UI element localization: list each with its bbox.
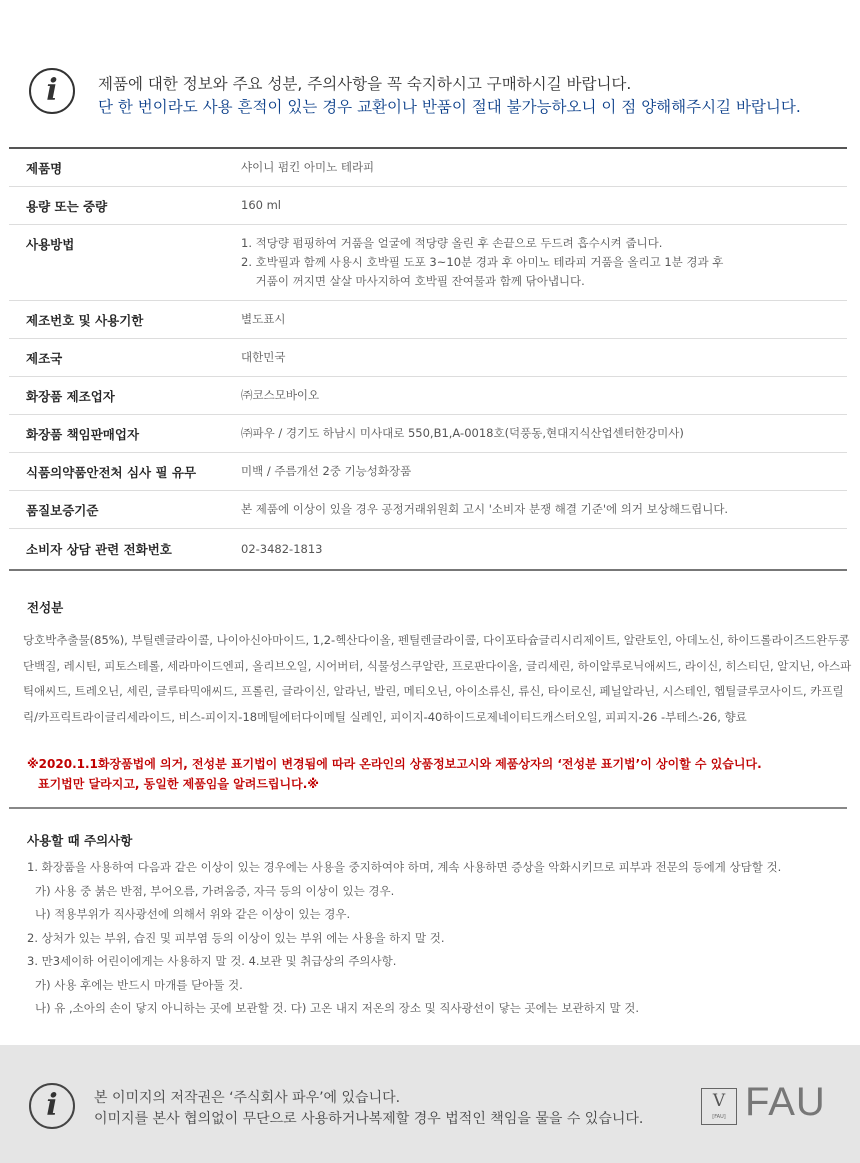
table-row: [9, 415, 847, 453]
row-label: 소비자 상담 관련 전화번호: [26, 542, 172, 557]
row-label: 화장품 제조업자: [26, 388, 115, 404]
caution-title: 사용할 때 주의사항: [27, 833, 133, 848]
logo-mark: V [FAU]: [701, 1088, 737, 1125]
row-label: 품질보증기준: [26, 502, 99, 518]
row-label: 사용방법: [26, 237, 75, 252]
notice-exchange-policy: 단 한 번이라도 사용 흔적이 있는 경우 교환이나 반품이 절대 불가능하오니 이 점 양해해주시길 바랍니다.: [98, 98, 801, 116]
notice-text: 제품에 대한 정보와 주요 성분, 주의사항을 꼭 숙지하시고 구매하시길 바랍니다.: [98, 75, 632, 93]
table-row: [9, 225, 847, 301]
product-info-table: [9, 147, 847, 571]
list-item: 가) 사용 후에는 반드시 마개를 닫아둘 것.: [35, 977, 243, 992]
ingredients-title: 전성분: [27, 600, 64, 615]
logo-text: FAU: [745, 1080, 826, 1124]
row-label: 식품의약품안전처 심사 필 유무: [26, 464, 197, 480]
table-row: [9, 149, 847, 187]
row-label: 제품명: [26, 160, 63, 176]
table-row: [9, 529, 847, 569]
list-item: 2. 상처가 있는 부위, 습진 및 피부염 등의 이상이 있는 부위 에는 사용을 하지 말 것.: [27, 930, 445, 945]
row-value: 샤이니 펌킨 아미노 테라피: [241, 160, 375, 174]
table-row: [9, 377, 847, 415]
row-value: 본 제품에 이상이 있을 경우 공정거래위원회 고시 '소비자 분쟁 해결 기준'에 의거 보상해드립니다.: [241, 502, 729, 516]
row-value: 1. 적당량 펌핑하여 거품을 얼굴에 적당량 올린 후 손끝으로 두드려 흡수시켜 줍니다. 2. 호박필과 함께 사용시 호박필 도포 3~10분 경과 후 아미노 테라피 거품을 올리고 1분 경과 후 거품이 꺼지면 살살 마사지하여 호박필 잔여물과 함께 닦아냅니다.: [241, 236, 724, 288]
copyright-text: 본 이미지의 저작권은 ‘주식회사 파우’에 있습니다.: [94, 1090, 401, 1106]
copyright-warning: 이미지를 본사 협의없이 무단으로 사용하거나복제할 경우 법적인 책임을 물을 수 있습니다.: [94, 1111, 644, 1127]
ingredient-label-warning: ※2020.1.1화장품법에 의거, 전성분 표기법이 변경됨에 따라 온라인의 상품정보고시와 제품상자의 ‘전성분 표기법’이 상이할 수 있습니다. 표기법만 달라지고, 동일한 제품임을 알려드립니다.※: [27, 757, 762, 791]
row-value: 02-3482-1813: [241, 541, 323, 556]
row-value: ㈜코스모바이오: [241, 388, 320, 402]
row-label: 제조국: [26, 350, 63, 366]
row-value: 160 ml: [241, 198, 282, 212]
table-row: [9, 301, 847, 339]
list-item: 가) 사용 중 붉은 반점, 부어오름, 가려움증, 자극 등의 이상이 있는 경우.: [35, 883, 395, 898]
table-row: [9, 339, 847, 377]
info-icon: i: [29, 1083, 75, 1129]
row-value: ㈜파우 / 경기도 하남시 미사대로 550,B1,A-0018호(덕풍동,현대지식산업센터한강미사): [241, 426, 684, 440]
row-label: 제조번호 및 사용기한: [26, 312, 144, 328]
ingredients-list: 당호박추출물(85%), 부틸렌글라이콜, 나이아신아마이드, 1,2-헥산다이올, 펜틸렌글라이콜, 다이포타슘글리시리제이트, 알란토인, 아데노신, 하이드롤라이즈드완두콩단백질, 레시틴, 피토스테롤, 세라마이드엔피, 올리브오일, 시어버터, 식물성스쿠알란, 프로판다이올, 글리세린, 하이알루로닉애씨드, 라이신, 히스티딘, 알지닌, 아스파틱애씨드, 트레오닌, 세린, 글루타믹애씨드, 프롤린, 글라이신, 알라닌, 발린, 메티오닌, 아이소류신, 류신, 타이로신, 페닐알라닌, 시스테인, 헵틸글루코사이드, 카프릴릭/카프릭트라이글리세라이드, 비스-피이지-18메틸에터다이메틸 실레인, 피이지-40하이드로제네이티드캐스터오일, 피피지-26 -부테스-26, 향료: [23, 633, 852, 724]
list-item: 1. 화장품을 사용하여 다음과 같은 이상이 있는 경우에는 사용을 중지하여야 하며, 계속 사용하면 증상을 악화시키므로 피부과 전문의 등에게 상담할 것.: [27, 860, 782, 874]
row-value: 별도표시: [241, 312, 286, 326]
row-value: 미백 / 주름개선 2중 기능성화장품: [241, 464, 412, 478]
table-row: [9, 187, 847, 225]
row-label: 화장품 책임판매업자: [26, 426, 140, 442]
list-item: 나) 적용부위가 직사광선에 의해서 위와 같은 이상이 있는 경우.: [35, 907, 351, 921]
notice-banner: [0, 60, 860, 122]
section-divider: [9, 807, 847, 809]
list-item: 3. 만3세이하 어린이에게는 사용하지 말 것. 4.보관 및 취급상의 주의사항.: [27, 954, 397, 968]
table-row: [9, 453, 847, 491]
list-item: 나) 유 ,소아의 손이 닿지 아니하는 곳에 보관할 것. 다) 고온 내지 저온의 장소 및 직사광선이 닿는 곳에는 보관하지 말 것.: [35, 1001, 640, 1015]
caution-list: [27, 856, 781, 1021]
row-label: 용량 또는 중량: [26, 198, 108, 214]
copyright-footer: [0, 1045, 860, 1163]
row-value: 대한민국: [241, 350, 286, 364]
info-icon: i: [29, 68, 75, 114]
table-row: [9, 491, 847, 529]
